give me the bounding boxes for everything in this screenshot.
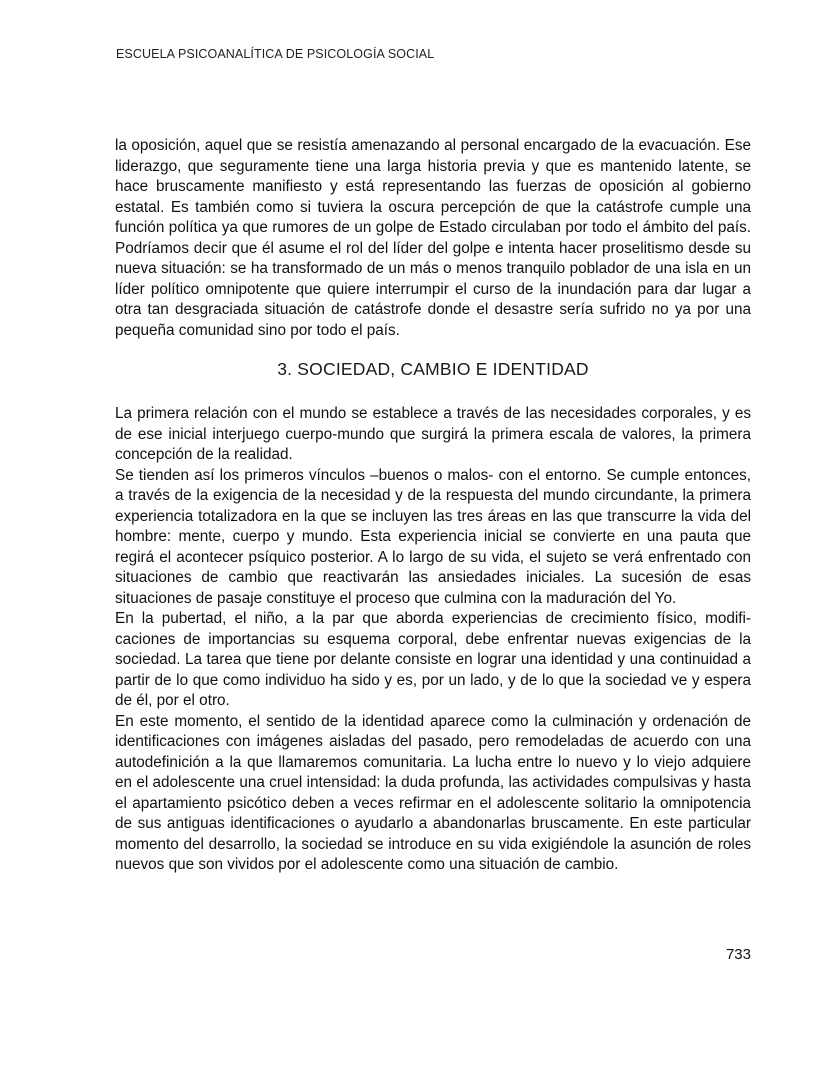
intro-paragraph: la oposición, aquel que se resistía amenazando al personal encargado de la evacuación. Ese liderazgo, que seguramente tiene una larga historia previa y que es mantenido latente, se hace bruscamente manifiesto y está representando las fuerzas de oposición al gobierno estatal. Es también como si tuviera la oscura percepción de que la catástrofe cumple una función política ya que rumores de un golpe de Estado circulaban por todo el ámbito del país. Podríamos decir que él asume el rol del líder del golpe e intenta hacer proselitismo desde su nueva situación: se ha transformado de un más o menos tranquilo poblador de una isla en un líder político omnipotente que quiere interrumpir el curso de la inundación para dar lugar a otra tan desgraciada situación de catástrofe donde el desastre sería sufrido no ya por una pequeña comunidad sino por todo el país. — [115, 137, 751, 339]
body-paragraph-2: Se tienden así los primeros vínculos –buenos o malos- con el entorno. Se cumple entonces, a través de la exigencia de la necesidad y de la respuesta del mundo circundante, la primera experiencia totalizadora en la que se incluyen las tres áreas en las que transcurre la vida del hombre: mente, cuerpo y mundo. Esta experiencia inicial se convierte en una pauta que regirá el acontecer psíquico posterior. A lo largo de su vida, el sujeto se verá enfrentado con situaciones de cambio que reactivarán las ansiedades iniciales. La sucesión de esas situaciones de pasaje constituye el proceso que culmina con la maduración del Yo. — [115, 466, 751, 607]
page-number: 733 — [725, 946, 751, 963]
body-paragraph-3: En la pubertad, el niño, a la par que aborda experiencias de crecimiento físico, modificaciones de importancias su esquema corporal, debe enfrentar nuevas exigencias de la sociedad. La tarea que tiene por delante consiste en lograr una identidad y una continuidad a partir de lo que como individuo ha sido y es, por un lado, y de lo que la sociedad ve y espera de él, por el otro. — [115, 610, 751, 709]
section-heading: 3. SOCIEDAD, CAMBIO E IDENTIDAD — [277, 359, 589, 379]
running-header: ESCUELA PSICOANALÍTICA DE PSICOLOGÍA SOCIAL — [116, 47, 435, 61]
section-body — [115, 404, 751, 876]
body-paragraph-4: En este momento, el sentido de la identidad aparece como la culminación y ordenación de identificaciones con imágenes aisladas del pasado, pero remodeladas de acuerdo con una autodefinición a la que llamaremos comunitaria. La lucha entre lo nuevo y lo viejo adquiere en el adolescente una cruel intensidad: la duda profunda, las actividades compulsivas y hasta el apartamiento psicótico deben a veces refirmar en el adolescente solitario la omnipotencia de sus antiguas identificaciones o ayudarlo a abandonarlas bruscamente. En este particular momento del desarrollo, la sociedad se introduce en su vida exigiéndole la asunción de roles nuevos que son vividos por el adolescente como una situación de cambio. — [115, 712, 751, 873]
body-paragraph-1: La primera relación con el mundo se establece a través de las necesidades corporales, y es de ese inicial interjuego cuerpo-mundo que surgirá la primera escala de valores, la primera concepción de la realidad. — [115, 405, 751, 463]
intro-text-block — [115, 136, 751, 341]
